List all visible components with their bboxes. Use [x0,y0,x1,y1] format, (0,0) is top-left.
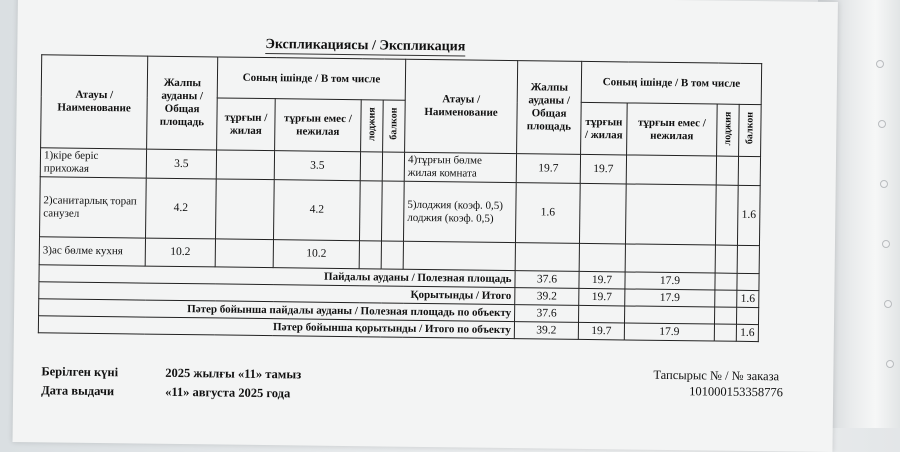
empty-cell [579,243,625,272]
summary-balcony [737,273,759,290]
summary-loggia [715,273,737,290]
header-nonliving-right: тұрғын емес / нежилая [627,103,718,156]
room-living [215,179,274,240]
issue-label-ru: Дата выдачи [41,383,115,399]
header-row-1 [41,55,761,105]
room-balcony: 1.6 [737,185,760,245]
summary-total: 37.6 [515,271,579,289]
summary-label: Пайдалы ауданы / Полезная площадь [39,265,515,288]
header-total-left: Жалпы ауданы / Общая площадь [147,56,218,150]
room-balcony [381,181,404,241]
room-living [215,239,273,268]
room-name: 2)санитарлық торап санузел [40,177,147,238]
empty-cell [715,245,737,273]
summary-balcony: 1.6 [737,290,759,307]
summary-balcony: 1.6 [736,324,758,341]
explication-table [38,54,762,342]
summary-total: 39.2 [515,288,579,306]
summary-living [579,305,625,323]
sleeve-hole [880,180,888,188]
sleeve-hole [886,360,894,368]
header-balcony-left-text: балкон [388,107,400,141]
empty-cell [515,243,579,272]
room-living [579,183,626,244]
header-nonliving-left: тұрғын емес / нежилая [275,99,362,152]
summary-loggia [714,307,736,324]
room-loggia [359,181,382,241]
room-total: 3.5 [146,149,216,179]
summary-living: 19.7 [578,322,624,340]
room-name: 5)лоджия (коэф. 0,5) лоджия (коэф. 0,5) [403,181,516,242]
header-loggia-right [717,104,740,156]
header-living-right: тұрғын / жилая [581,102,628,155]
empty-cell [625,244,715,273]
header-including-left: Соның ішінде / В том числе [217,57,405,100]
summary-total: 37.6 [515,305,579,323]
sleeve-hole [876,60,884,68]
header-including-right: Соның ішінде / В том числе [581,61,761,104]
summary-living: 19.7 [579,288,625,306]
room-loggia [716,156,738,185]
issue-date-ru: «11» августа 2025 года [165,384,291,401]
sleeve-hole [882,240,890,248]
issue-label-kz: Берілген күні [41,364,119,380]
empty-cell [403,241,515,270]
summary-loggia [715,290,737,307]
sleeve-hole [884,300,892,308]
room-total: 1.6 [515,183,580,244]
header-balcony-right-text: балкон [744,112,756,145]
sleeve-hole [878,120,886,128]
header-balcony-left [383,100,406,152]
room-nonliving: 3.5 [274,151,360,181]
table-row [40,177,761,246]
summary-nonliving: 17.9 [625,289,715,307]
summary-balcony [736,307,758,324]
room-loggia [360,152,382,181]
room-name: 1)кіре беріс прихожая [40,148,146,178]
header-loggia-right-text: лоджия [722,111,734,146]
header-total-right: Жалпы ауданы / Общая площадь [517,61,582,155]
order-number: 101000153358776 [689,384,784,400]
room-balcony [738,156,760,185]
summary-label: Пәтер бойынша қорытынды / Итого по объекту [38,316,514,339]
header-loggia-left [361,100,384,152]
summary-nonliving: 17.9 [624,323,714,341]
empty-cell [737,245,759,273]
summary-nonliving: 17.9 [625,272,715,290]
room-living: 19.7 [580,154,626,184]
header-loggia-left-text: лоджия [366,106,378,141]
document-sheet [13,0,838,452]
order-label: Тапсырыс № / № заказа [653,367,780,384]
room-total: 4.2 [146,178,217,239]
room-total: 19.7 [516,154,580,184]
room-loggia [359,241,381,269]
room-living [216,150,274,180]
room-name: 4)тұрғын бөлме жилая комната [404,152,516,182]
room-balcony [382,152,404,181]
document-title: Экспликациясы / Экспликация [265,37,466,55]
room-total: 10.2 [145,238,215,267]
room-name: 3)ас бөлме кухня [39,237,145,266]
summary-nonliving [625,306,715,324]
header-balcony-right [739,104,762,156]
header-living-left: тұрғын / жилая [217,98,276,151]
room-nonliving: 10.2 [273,240,359,269]
issue-date-kz: 2025 жылғы «11» тамыз [165,365,302,382]
room-nonliving: 4.2 [273,180,360,241]
header-name-right: Атауы / Наименование [405,59,518,153]
room-nonliving [625,184,716,245]
header-name-left: Атауы / Наименование [41,55,148,149]
summary-total: 39.2 [514,322,578,340]
summary-living: 19.7 [579,271,625,289]
summary-loggia [714,324,736,341]
summary-label: Пәтер бойынша пайдалы ауданы / Полезная площадь по объекту [39,299,515,322]
summary-label: Қорытынды / Итого [39,282,515,305]
room-loggia [715,185,738,245]
room-nonliving [626,155,716,185]
room-balcony [381,241,403,269]
